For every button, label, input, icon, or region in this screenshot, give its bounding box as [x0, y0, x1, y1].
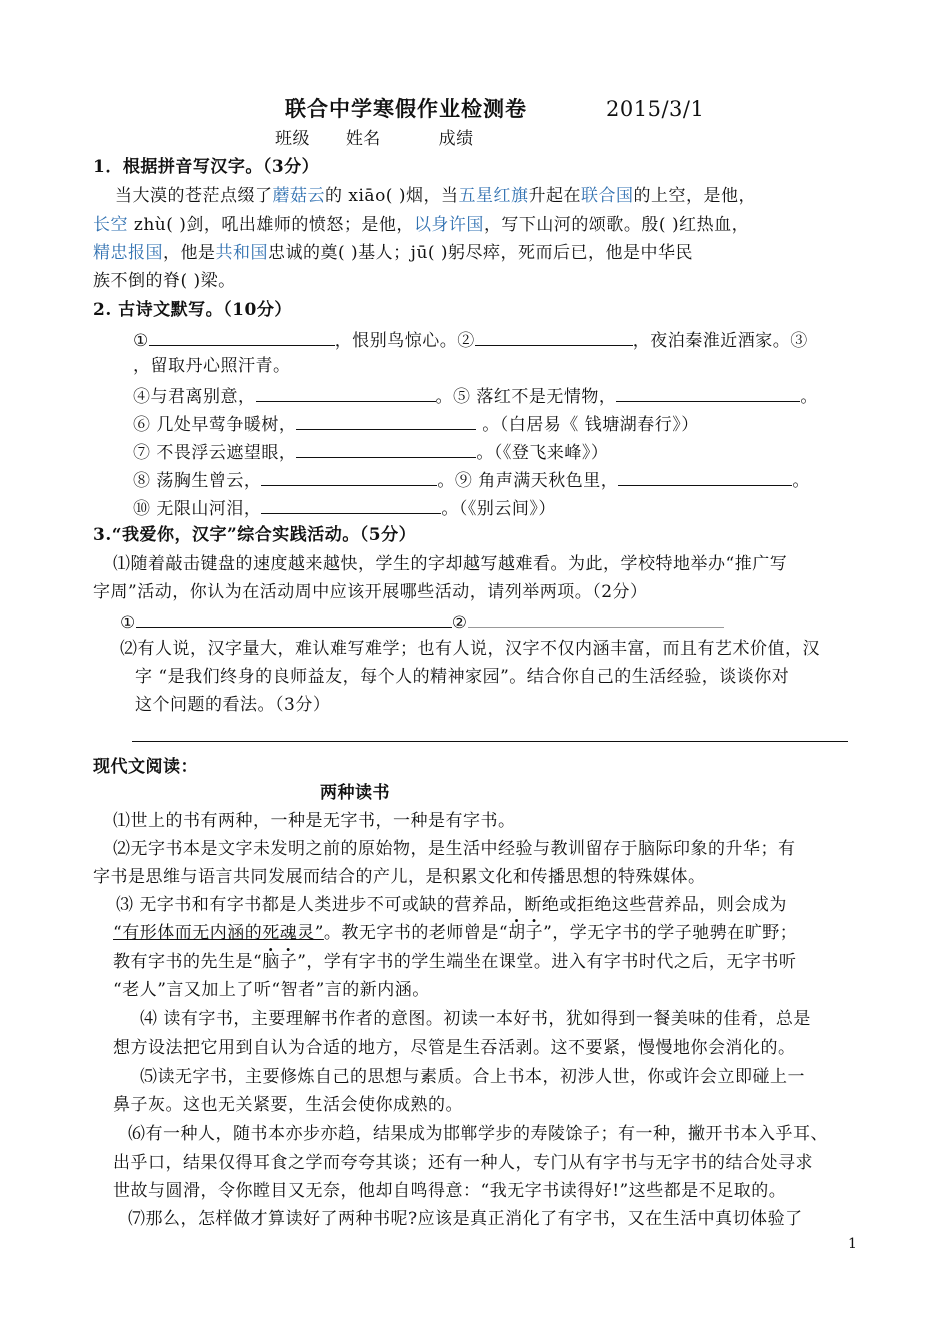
article-title: 两种读书: [320, 783, 390, 803]
reading-p5-line-2: 鼻子灰。这也无关紧要，生活会使你成熟的。: [113, 1095, 463, 1115]
reading-p7-line-1: ⑺那么，怎样做才算读好了两种书呢?应该是真正消化了有字书，又在生活中真切体验了: [128, 1209, 803, 1229]
reading-p4-line-2: 想方设法把它用到自认为合适的地方，尽管是生吞活剥。这不要紧，慢慢地你会消化的。: [113, 1038, 796, 1058]
q1-line-3: 精忠报国，他是共和国忠诚的奠( )基人；jū( )躬尽瘁，死而后已，他是中华民: [93, 243, 694, 263]
page-number: 1: [848, 1236, 857, 1252]
reading-p3-line-4: “老人”言又加上了听“智者”言的新内涵。: [113, 980, 430, 1000]
q3-answer-line[interactable]: [132, 741, 848, 742]
q3-p2-line-3: 这个问题的看法。（3分）: [135, 695, 331, 715]
reading-p2-line-2: 字书是思维与语言共同发展而结合的产儿，是积累文化和传播思想的特殊媒体。: [93, 867, 706, 887]
q3-p2-line-1: ⑵有人说，汉字量大，难认难写难学；也有人说，汉字不仅内涵丰富，而且有艺术价值，汉: [120, 639, 820, 659]
class-label: 班级: [275, 129, 310, 149]
q3-p1-line-1: ⑴随着敲击键盘的速度越来越快，学生的字却越写越难看。为此，学校特地举办“推广写: [113, 554, 788, 574]
answer-blank[interactable]: [475, 327, 633, 346]
q2-line-2: ，留取丹心照汗青。: [133, 356, 291, 376]
q3-p2-line-2: 字 “是我们终身的良师益友，每个人的精神家园”。结合你自己的生活经验，谈谈你对: [135, 667, 790, 687]
name-label: 姓名: [345, 129, 381, 149]
score-label: 成绩: [438, 129, 474, 149]
q3-p1-answers: ① ②: [120, 609, 724, 634]
q2-line-4: ⑥ 几处早莺争暖树， 。（白居易《 钱塘湖春行》）: [133, 411, 699, 436]
reading-p5-line-1: ⑸读无字书，主要修炼自己的思想与素质。合上书本，初涉人世，你或许会立即碰上一: [140, 1067, 805, 1087]
answer-blank[interactable]: [618, 467, 792, 486]
exam-date: 2015/3/1: [606, 97, 705, 121]
reading-p1: ⑴世上的书有两种，一种是无字书，一种是有字书。: [113, 811, 516, 831]
reading-p3-line-2: “有形体而无内涵的死魂灵”。教无字书的老师曾是“胡子”，学无字书的学子驰骋在旷野；: [113, 923, 798, 943]
reading-p4-line-1: ⑷ 读有字书，主要理解书作者的意图。初读一本好书，犹如得到一餐美味的佳肴，总是: [140, 1009, 811, 1029]
q3-heading: 3.“我爱你，汉字”综合实践活动。（5分）: [93, 525, 417, 545]
answer-blank[interactable]: [468, 609, 724, 628]
reading-p6-line-1: ⑹有一种人，随书本亦步亦趋，结果成为邯郸学步的寿陵馀子；有一种，撇开书本入乎耳、: [128, 1124, 828, 1144]
q1-line-4: 族不倒的脊( )梁。: [93, 271, 236, 291]
q2-line-3: ④与君离别意， 。⑤ 落红不是无情物， 。: [133, 383, 818, 408]
q1-line-1: 当大漠的苍茫点缀了蘑菇云的 xiāo( )烟，当五星红旗升起在联合国的上空，是他，: [115, 186, 756, 206]
answer-blank[interactable]: [616, 383, 800, 402]
q2-line-5: ⑦ 不畏浮云遮望眼， 。（《登飞来峰》）: [133, 439, 608, 464]
reading-p3-line-3: 教有字书的先生是“脑子”，学有字书的学生端坐在课堂。进入有字书时代之后，无字书听: [113, 952, 797, 972]
reading-p3-line-1: ⑶ 无字书和有字书都是人类进步不可或缺的营养品，断绝或拒绝这些营养品，则会成为: [116, 895, 787, 915]
answer-blank[interactable]: [149, 327, 335, 346]
reading-heading: 现代文阅读：: [93, 757, 198, 777]
answer-blank[interactable]: [296, 439, 476, 458]
q1-heading: 1．根据拼音写汉字。（3分）: [93, 157, 320, 177]
q1-line-2: 长空 zhù( )剑，吼出雄师的愤怒；是他，以身许国，写下山河的颂歌。殷( )红热血，: [93, 215, 750, 235]
answer-blank[interactable]: [261, 495, 441, 514]
answer-blank[interactable]: [261, 467, 437, 486]
underlined-phrase: “有形体而无内涵的死魂灵”: [113, 923, 324, 943]
exam-title: [285, 98, 527, 120]
answer-blank[interactable]: [256, 383, 436, 402]
answer-blank[interactable]: [136, 609, 452, 628]
reading-p2-line-1: ⑵无字书本是文字未发明之前的原始物，是生活中经验与教训留存于脑际印象的升华；有: [113, 839, 796, 859]
q2-line-6: ⑧ 荡胸生曾云， 。⑨ 角声满天秋色里， 。: [133, 467, 810, 492]
answer-blank[interactable]: [296, 411, 476, 430]
q2-heading: 2. 古诗文默写。（10分）: [93, 300, 292, 320]
reading-p6-line-2: 出乎口，结果仅得耳食之学而夸夸其谈；还有一种人，专门从有字书与无字书的结合处寻求: [113, 1153, 813, 1173]
exam-title-text: 联合中学寒假作业检测卷: [285, 96, 527, 121]
q3-p1-line-2: 字周”活动，你认为在活动周中应该开展哪些活动，请列举两项。（2分）: [93, 582, 648, 602]
student-info-line: [275, 128, 474, 150]
q2-line-1: ① ，恨别鸟惊心。② ，夜泊秦淮近酒家。③: [133, 327, 808, 352]
reading-p6-line-3: 世故与圆滑，令你瞠目又无奈，他却自鸣得意：“我无字书读得好!”这些都是不足取的。: [113, 1181, 787, 1201]
q2-line-7: ⑩ 无限山河泪， 。（《别云间》）: [133, 495, 556, 520]
